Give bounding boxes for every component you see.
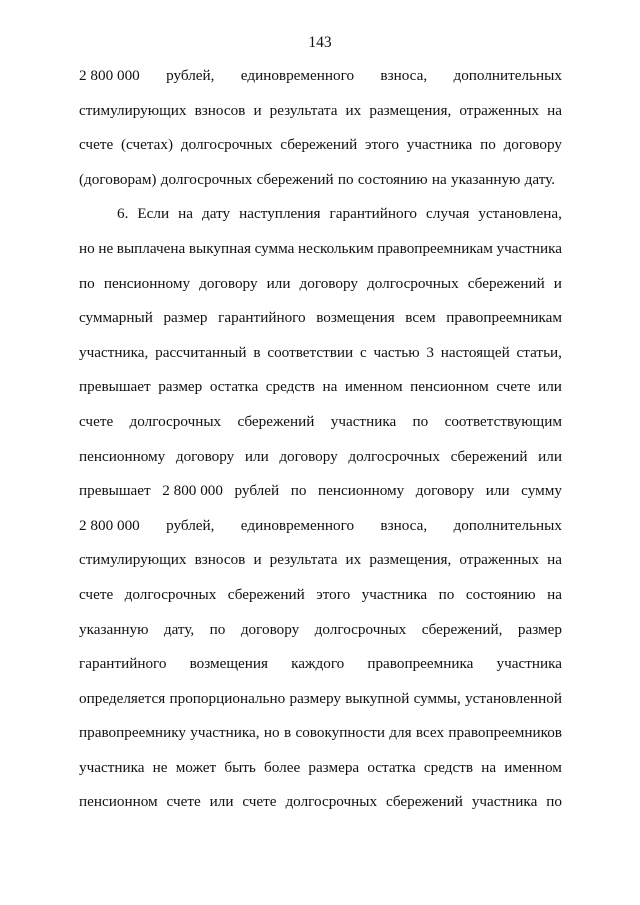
word: единовременного <box>240 516 355 534</box>
word: или <box>538 447 562 465</box>
word: рублей, <box>166 67 215 84</box>
word: выкупная <box>188 239 251 257</box>
word: дату <box>202 205 231 223</box>
word: 6. <box>117 205 129 223</box>
word: дату. <box>524 170 556 188</box>
word: участника <box>496 655 562 673</box>
word: остатка <box>367 758 416 776</box>
word: в <box>283 724 292 742</box>
word: этого <box>316 585 351 603</box>
word: счете <box>496 378 531 396</box>
word: на <box>322 378 338 396</box>
word: по <box>290 482 307 500</box>
word: или <box>266 274 291 292</box>
text-line <box>79 654 562 689</box>
word: состоянию <box>465 585 536 603</box>
word: правопреемникам <box>377 239 493 257</box>
word: результата <box>269 101 338 119</box>
word: на <box>547 101 562 119</box>
word: долгосрочных <box>367 274 459 292</box>
word: участника <box>496 239 562 257</box>
word: (договорам) <box>79 170 157 188</box>
word: именном <box>504 758 562 776</box>
word: сбережений <box>237 412 315 430</box>
word: договору <box>299 274 358 292</box>
word: пенсионному <box>103 274 191 292</box>
word: договору <box>503 136 562 154</box>
word: долгосрочных <box>314 620 407 638</box>
word: участника <box>361 585 428 603</box>
word: счете <box>242 793 277 811</box>
word: гарантийного <box>218 309 306 327</box>
word: размер <box>163 309 208 327</box>
text-line <box>79 274 562 309</box>
word: не <box>152 758 168 776</box>
word: всем <box>405 309 436 327</box>
word: быть <box>224 758 256 776</box>
text-line <box>79 170 562 205</box>
word: размещения, <box>369 101 452 119</box>
word: участника, <box>79 343 149 361</box>
text-line <box>79 101 562 136</box>
word: установленной <box>465 689 562 707</box>
word: совокупности <box>295 724 385 742</box>
word: сбережений, <box>421 620 503 638</box>
word: суммарный <box>79 309 153 327</box>
word: на <box>481 758 497 776</box>
word: размещения, <box>369 551 452 569</box>
word: договору <box>279 447 338 465</box>
word: счете <box>79 585 114 603</box>
word: 2 800 000 <box>79 67 140 84</box>
text-line <box>79 135 562 170</box>
word: счете <box>79 412 114 430</box>
word: или <box>244 447 269 465</box>
text-line <box>79 343 562 378</box>
word: Если <box>137 205 170 223</box>
word: по <box>337 170 354 188</box>
word: установлена, <box>478 205 562 223</box>
word: и <box>253 101 262 119</box>
text-line <box>79 239 562 274</box>
word: рублей, <box>166 516 215 534</box>
text-line <box>79 620 562 655</box>
word: долгосрочных <box>129 412 222 430</box>
word: дополнительных <box>453 67 562 84</box>
word: рассчитанный <box>155 343 247 361</box>
word: стимулирующих <box>79 551 187 569</box>
word: пенсионному <box>317 482 405 500</box>
word: сбережений <box>256 170 334 188</box>
word: выплачена <box>116 239 186 257</box>
word: размер <box>158 378 203 396</box>
word: по <box>209 620 226 638</box>
word: или <box>538 378 562 396</box>
word: 2 800 000 <box>162 482 223 500</box>
word: участника <box>330 412 397 430</box>
word: статьи, <box>516 343 562 361</box>
text-line <box>79 550 562 585</box>
word: взносов <box>194 551 246 569</box>
word: сумма <box>254 239 295 257</box>
word: этого <box>365 136 399 154</box>
word: 2 800 000 <box>79 516 140 534</box>
word: размеру <box>289 689 341 707</box>
text-line <box>79 481 562 516</box>
word: на <box>547 551 562 569</box>
word: средств <box>265 378 315 396</box>
word: по <box>79 274 95 292</box>
text-line <box>79 377 562 412</box>
word: по <box>546 793 562 811</box>
text-line <box>79 516 562 551</box>
text-line <box>79 66 562 101</box>
word: участника, <box>190 724 260 742</box>
word: на <box>431 170 447 188</box>
word: долгосрочных <box>124 585 217 603</box>
word: по <box>438 585 455 603</box>
text-line <box>79 792 562 827</box>
word: настоящей <box>440 343 510 361</box>
word: превышает <box>79 378 151 396</box>
word: выкупной <box>345 689 410 707</box>
word: пропорционально <box>169 689 286 707</box>
word: остатка <box>209 378 259 396</box>
word: пенсионному <box>79 447 166 465</box>
word: размер <box>517 620 562 638</box>
word: или <box>485 482 510 500</box>
word: для <box>389 724 412 742</box>
word: сумму <box>521 482 562 500</box>
text-line <box>79 758 562 793</box>
word: взноса, <box>380 67 428 84</box>
word: договору <box>415 482 475 500</box>
word: всех <box>415 724 445 742</box>
word: рублей <box>234 482 280 500</box>
text-line <box>79 585 562 620</box>
word: долгосрочных <box>180 136 273 154</box>
word: счете <box>166 793 201 811</box>
word: именном <box>344 378 403 396</box>
word: или <box>209 793 234 811</box>
word: сбережений <box>450 447 528 465</box>
paragraph-start-line <box>79 204 562 239</box>
word: и <box>553 274 562 292</box>
word: средств <box>423 758 474 776</box>
word: не <box>98 239 114 257</box>
word: пенсионном <box>79 793 158 811</box>
word: сбережений <box>227 585 305 603</box>
word: единовременного <box>240 67 355 84</box>
word: участника <box>79 758 145 776</box>
word: результата <box>269 551 338 569</box>
word: дату, <box>163 620 195 638</box>
word: 3 <box>426 343 434 361</box>
word: превышает <box>79 482 151 500</box>
word: в <box>253 343 261 361</box>
word: сбережений <box>467 274 545 292</box>
word: состоянию <box>357 170 428 188</box>
word: соответствии <box>267 343 354 361</box>
word: сбережений <box>385 793 463 811</box>
word: правопреемникам <box>446 309 562 327</box>
word: их <box>345 551 362 569</box>
word: случая <box>426 205 470 223</box>
word: указанную <box>79 620 149 638</box>
word: по <box>480 136 496 154</box>
word: правопреемников <box>448 724 562 742</box>
word: взноса, <box>380 516 428 534</box>
word: на <box>547 585 562 603</box>
word: договору <box>199 274 258 292</box>
word: указанную <box>450 170 521 188</box>
word: но <box>263 724 280 742</box>
word: нескольким <box>297 239 374 257</box>
word: их <box>345 101 362 119</box>
text-line <box>79 723 562 758</box>
word: отраженных <box>459 551 540 569</box>
word: возмещения <box>189 655 269 673</box>
word: по <box>412 412 429 430</box>
word: участника <box>406 136 473 154</box>
word: гарантийного <box>329 205 418 223</box>
word: наступления <box>239 205 321 223</box>
word: отраженных <box>459 101 540 119</box>
word: гарантийного <box>79 655 167 673</box>
word: соответствующим <box>444 412 562 430</box>
body-text <box>79 66 562 827</box>
text-line <box>79 412 562 447</box>
page-number: 143 <box>308 34 332 51</box>
word: договору <box>175 447 235 465</box>
word: (счетах) <box>120 136 174 154</box>
word: определяется <box>79 689 166 707</box>
word: на <box>178 205 194 223</box>
word: но <box>79 239 95 257</box>
word: долгосрочных <box>348 447 440 465</box>
word: счете <box>79 136 114 154</box>
word: долгосрочных <box>285 793 378 811</box>
word: суммы, <box>413 689 461 707</box>
word: дополнительных <box>453 516 562 534</box>
text-line <box>79 308 562 343</box>
word: пенсионном <box>410 378 489 396</box>
word: участника <box>471 793 538 811</box>
word: более <box>264 758 301 776</box>
word: размера <box>308 758 360 776</box>
word: сбережений <box>280 136 358 154</box>
text-line <box>79 689 562 724</box>
word: договору <box>240 620 300 638</box>
text-line <box>79 447 562 482</box>
word: правопреемника <box>367 655 474 673</box>
word: частью <box>373 343 420 361</box>
word: с <box>359 343 367 361</box>
word: возмещения <box>316 309 395 327</box>
word: каждого <box>291 655 345 673</box>
word: долгосрочных <box>160 170 253 188</box>
word: правопреемнику <box>79 724 186 742</box>
word: может <box>175 758 217 776</box>
word: взносов <box>194 101 246 119</box>
word: стимулирующих <box>79 101 187 119</box>
word: и <box>253 551 262 569</box>
